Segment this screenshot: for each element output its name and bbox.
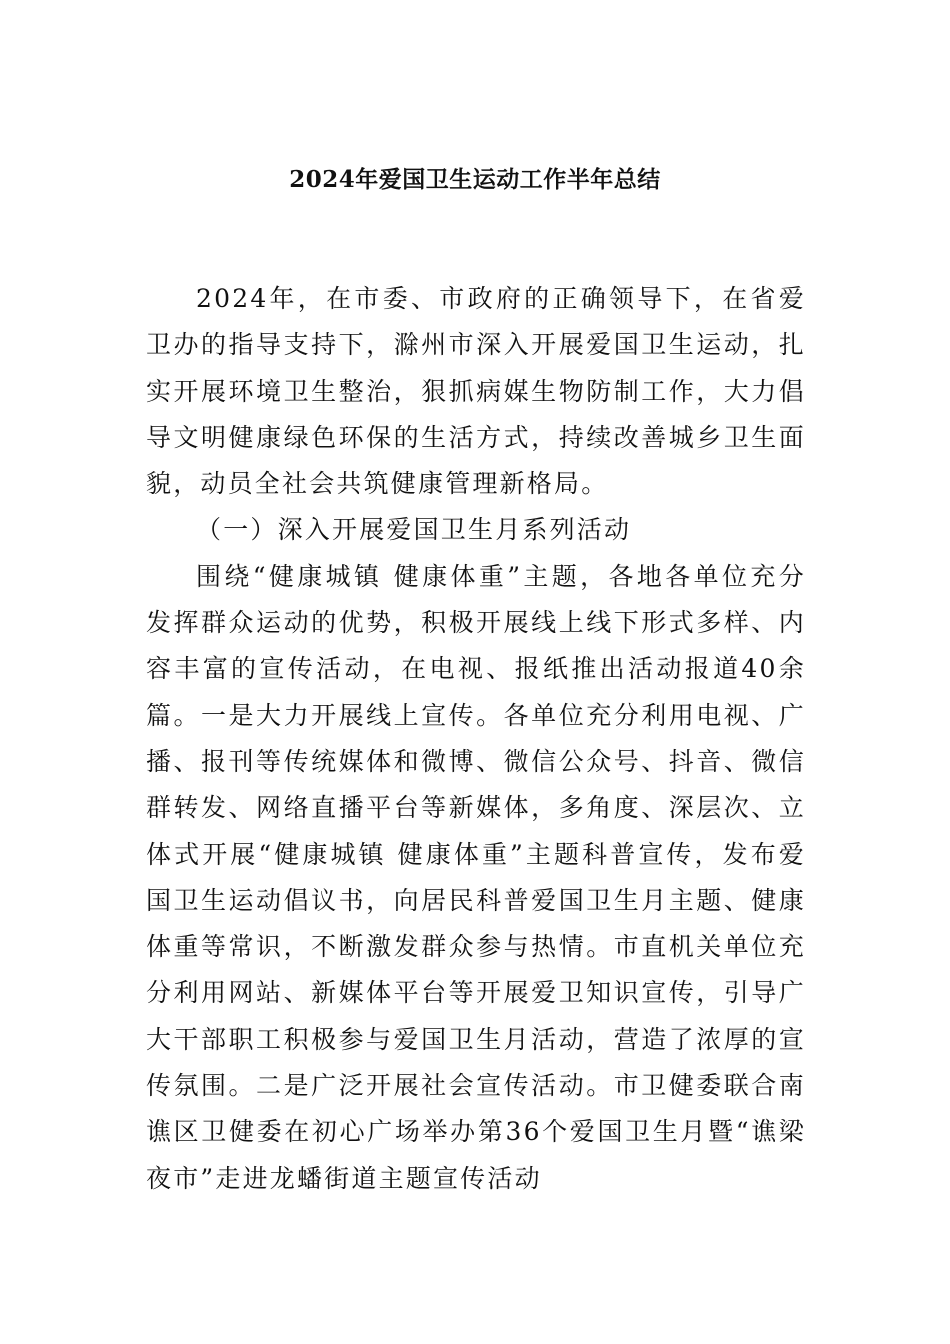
intro-paragraph: 2024年，在市委、市政府的正确领导下，在省爱卫办的指导支持下，滁州市深入开展爱国卫生运动，扎实开展环境卫生整治，狠抓病媒生物防制工作，大力倡导文明健康绿色环保的生活方式，持续改善城乡卫生面貌，动员全社会共筑健康管理新格局。 xyxy=(146,284,806,499)
section-heading: （一）深入开展爱国卫生月系列活动 xyxy=(196,515,632,545)
document-title: 2024年爱国卫生运动工作半年总结 xyxy=(289,166,661,193)
section-paragraph: 围绕“健康城镇 健康体重”主题，各地各单位充分发挥群众运动的优势，积极开展线上线下形式多样、内容丰富的宣传活动，在电视、报纸推出活动报道40余篇。一是大力开展线上宣传。各单位充分利用电视、广播、报刊等传统媒体和微博、微信公众号、抖音、微信群转发、网络直播平台等新媒体，多角度、深层次、立体式开展“健康城镇 健康体重”主题科普宣传，发布爱国卫生运动倡议书，向居民科普爱国卫生月主题、健康体重等常识，不断激发群众参与热情。市直机关单位充分利用网站、新媒体平台等开展爱卫知识宣传，引导广大干部职工积极参与爱国卫生月活动，营造了浓厚的宣传氛围。二是广泛开展社会宣传活动。市卫健委联合南谯区卫健委在初心广场举办第36个爱国卫生月暨“谯梁夜市”走进龙蟠街道主题宣传活动 xyxy=(146,561,806,1193)
document-body xyxy=(146,276,806,1202)
